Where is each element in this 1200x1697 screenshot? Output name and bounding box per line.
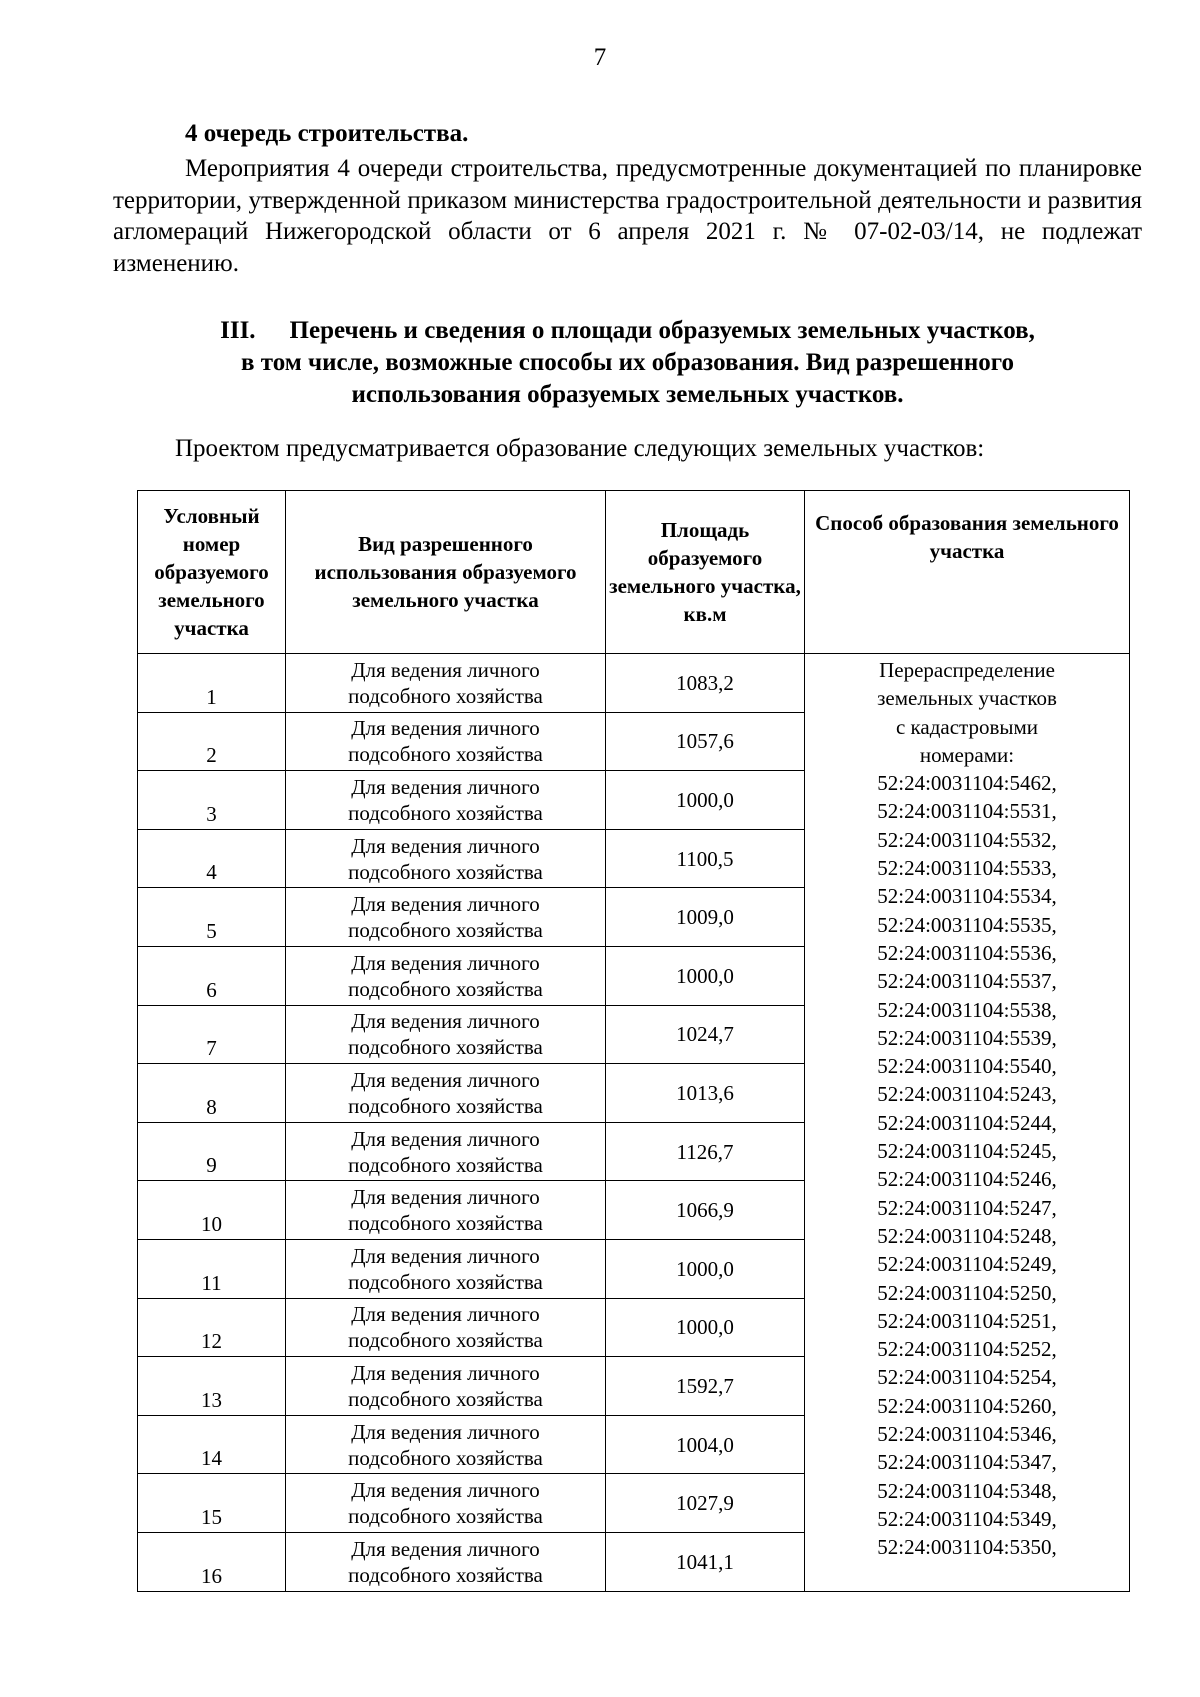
permitted-use-cell	[286, 1181, 606, 1240]
cadastral-number: 52:24:0031104:5260,	[877, 1393, 1057, 1418]
permitted-use-line-2: подсобного хозяйства	[348, 800, 543, 825]
permitted-use-line-1: Для ведения личного	[351, 892, 540, 917]
permitted-use-cell	[286, 1239, 606, 1298]
parcel-number-cell: 16	[138, 1532, 286, 1591]
permitted-use-line-1: Для ведения личного	[351, 657, 540, 682]
area-cell: 1009,0	[606, 888, 805, 947]
permitted-use-line-2: подсобного хозяйства	[348, 1386, 543, 1411]
permitted-use-line-2: подсобного хозяйства	[348, 918, 543, 943]
cadastral-number: 52:24:0031104:5346,	[877, 1422, 1057, 1447]
permitted-use-line-1: Для ведения личного	[351, 833, 540, 858]
cadastral-number: 52:24:0031104:5540,	[877, 1054, 1057, 1079]
header-parcel-number: Условный номер образуемого земельного участка	[138, 491, 286, 654]
permitted-use-line-2: подсобного хозяйства	[348, 1269, 543, 1294]
formation-method-line: земельных участков	[877, 686, 1057, 711]
parcel-number-cell: 11	[138, 1239, 286, 1298]
cadastral-number: 52:24:0031104:5254,	[877, 1365, 1057, 1390]
permitted-use-line-1: Для ведения личного	[351, 1067, 540, 1092]
section-title-line-3: использования образуемых земельных участков.	[351, 381, 904, 408]
parcel-number-cell: 2	[138, 712, 286, 771]
permitted-use-line-2: подсобного хозяйства	[348, 742, 543, 767]
permitted-use-cell	[286, 1298, 606, 1357]
permitted-use-line-1: Для ведения личного	[351, 1536, 540, 1561]
intro-text: Проектом предусматривается образование следующих земельных участков:	[175, 435, 985, 462]
cadastral-number: 52:24:0031104:5462,	[877, 771, 1057, 796]
area-cell: 1000,0	[606, 946, 805, 1005]
cadastral-number: 52:24:0031104:5535,	[877, 912, 1057, 937]
permitted-use-line-2: подсобного хозяйства	[348, 1093, 543, 1118]
page-number: 7	[593, 44, 607, 71]
area-cell: 1027,9	[606, 1474, 805, 1533]
parcel-number-cell: 4	[138, 829, 286, 888]
cadastral-number: 52:24:0031104:5249,	[877, 1252, 1057, 1277]
section-number: III.	[220, 317, 256, 344]
permitted-use-cell	[286, 712, 606, 771]
cadastral-number: 52:24:0031104:5245,	[877, 1139, 1057, 1164]
formation-method-line: номерами:	[919, 742, 1015, 767]
cadastral-number: 52:24:0031104:5533,	[877, 856, 1057, 881]
permitted-use-cell	[286, 946, 606, 1005]
permitted-use-cell	[286, 1064, 606, 1123]
cadastral-number: 52:24:0031104:5531,	[877, 799, 1057, 824]
cadastral-number: 52:24:0031104:5350,	[877, 1535, 1057, 1560]
permitted-use-line-1: Для ведения личного	[351, 950, 540, 975]
permitted-use-line-1: Для ведения личного	[351, 1185, 540, 1210]
cadastral-number: 52:24:0031104:5248,	[877, 1223, 1057, 1248]
stage-paragraph: Мероприятия 4 очереди строительства, предусмотренные документацией по планировке территории, утвержденной приказом министерства градостроительной деятельности и развития агломераций Нижегородской области от 6 апреля 2021 г. № 07-02-03/14, не подлежат изменению.	[113, 155, 1142, 277]
permitted-use-line-2: подсобного хозяйства	[348, 1504, 543, 1529]
permitted-use-cell	[286, 1532, 606, 1591]
cadastral-number: 52:24:0031104:5246,	[877, 1167, 1057, 1192]
cadastral-number: 52:24:0031104:5349,	[877, 1506, 1057, 1531]
parcel-number-cell: 7	[138, 1005, 286, 1064]
table-header-row	[138, 491, 1130, 654]
permitted-use-cell	[286, 1415, 606, 1474]
parcel-number-cell: 6	[138, 946, 286, 1005]
cadastral-number: 52:24:0031104:5534,	[877, 884, 1057, 909]
permitted-use-cell	[286, 1357, 606, 1416]
permitted-use-cell	[286, 771, 606, 830]
area-cell: 1024,7	[606, 1005, 805, 1064]
cadastral-number: 52:24:0031104:5252,	[877, 1337, 1057, 1362]
section-title-line-2: в том числе, возможные способы их образования. Вид разрешенного	[241, 349, 1014, 376]
formation-method-line: с кадастровыми	[895, 714, 1039, 739]
permitted-use-line-1: Для ведения личного	[351, 774, 540, 799]
table-body	[138, 654, 1130, 1592]
area-cell: 1057,6	[606, 712, 805, 771]
permitted-use-line-1: Для ведения личного	[351, 1009, 540, 1034]
cadastral-number: 52:24:0031104:5244,	[877, 1110, 1057, 1135]
section-title-text-1: Перечень и сведения о площади образуемых земельных участков,	[289, 317, 1035, 344]
area-cell: 1000,0	[606, 771, 805, 830]
area-cell: 1013,6	[606, 1064, 805, 1123]
formation-method-cell	[805, 654, 1130, 1592]
area-cell: 1041,1	[606, 1532, 805, 1591]
permitted-use-line-1: Для ведения личного	[351, 1243, 540, 1268]
parcels-table	[137, 490, 1130, 1592]
header-area: Площадь образуемого земельного участка, кв.м	[606, 491, 805, 654]
cadastral-number: 52:24:0031104:5251,	[877, 1308, 1057, 1333]
formation-method-line: Перераспределение	[879, 658, 1055, 682]
permitted-use-cell	[286, 654, 606, 713]
permitted-use-line-2: подсобного хозяйства	[348, 1152, 543, 1177]
section-title-line-1	[113, 315, 1142, 347]
section-title	[113, 315, 1142, 411]
permitted-use-line-2: подсобного хозяйства	[348, 1211, 543, 1236]
area-cell: 1000,0	[606, 1298, 805, 1357]
permitted-use-cell	[286, 1474, 606, 1533]
area-cell: 1592,7	[606, 1357, 805, 1416]
permitted-use-line-1: Для ведения личного	[351, 1360, 540, 1385]
header-permitted-use: Вид разрешенного использования образуемого земельного участка	[286, 491, 606, 654]
cadastral-number: 52:24:0031104:5532,	[877, 827, 1057, 852]
parcel-number-cell: 15	[138, 1474, 286, 1533]
permitted-use-cell	[286, 888, 606, 947]
parcel-number-cell: 13	[138, 1357, 286, 1416]
permitted-use-line-1: Для ведения личного	[351, 716, 540, 741]
permitted-use-line-1: Для ведения личного	[351, 1302, 540, 1327]
area-cell: 1004,0	[606, 1415, 805, 1474]
permitted-use-line-2: подсобного хозяйства	[348, 1445, 543, 1470]
permitted-use-cell	[286, 1005, 606, 1064]
permitted-use-line-1: Для ведения личного	[351, 1419, 540, 1444]
permitted-use-line-1: Для ведения личного	[351, 1126, 540, 1151]
cadastral-number: 52:24:0031104:5536,	[877, 940, 1057, 965]
area-cell: 1100,5	[606, 829, 805, 888]
permitted-use-line-2: подсобного хозяйства	[348, 683, 543, 708]
area-cell: 1000,0	[606, 1239, 805, 1298]
table-row	[138, 654, 1130, 713]
area-cell: 1126,7	[606, 1122, 805, 1181]
cadastral-number: 52:24:0031104:5348,	[877, 1478, 1057, 1503]
area-cell: 1083,2	[606, 654, 805, 713]
cadastral-number: 52:24:0031104:5347,	[877, 1450, 1057, 1475]
cadastral-number: 52:24:0031104:5538,	[877, 997, 1057, 1022]
parcel-number-cell: 8	[138, 1064, 286, 1123]
permitted-use-line-2: подсобного хозяйства	[348, 859, 543, 884]
permitted-use-line-1: Для ведения личного	[351, 1478, 540, 1503]
permitted-use-cell	[286, 829, 606, 888]
cadastral-number: 52:24:0031104:5539,	[877, 1025, 1057, 1050]
header-formation-method: Способ образования земельного участка	[805, 491, 1130, 654]
permitted-use-line-2: подсобного хозяйства	[348, 1562, 543, 1587]
parcel-number-cell: 3	[138, 771, 286, 830]
cadastral-number: 52:24:0031104:5243,	[877, 1082, 1057, 1107]
permitted-use-line-2: подсобного хозяйства	[348, 1328, 543, 1353]
permitted-use-line-2: подсобного хозяйства	[348, 1035, 543, 1060]
parcel-number-cell: 9	[138, 1122, 286, 1181]
parcel-number-cell: 1	[138, 654, 286, 713]
cadastral-number: 52:24:0031104:5537,	[877, 969, 1057, 994]
cadastral-number: 52:24:0031104:5247,	[877, 1195, 1057, 1220]
permitted-use-cell	[286, 1122, 606, 1181]
parcel-number-cell: 5	[138, 888, 286, 947]
construction-stage-heading: 4 очередь строительства.	[185, 120, 469, 147]
permitted-use-line-2: подсобного хозяйства	[348, 976, 543, 1001]
parcel-number-cell: 14	[138, 1415, 286, 1474]
parcel-number-cell: 12	[138, 1298, 286, 1357]
cadastral-number: 52:24:0031104:5250,	[877, 1280, 1057, 1305]
parcel-number-cell: 10	[138, 1181, 286, 1240]
area-cell: 1066,9	[606, 1181, 805, 1240]
